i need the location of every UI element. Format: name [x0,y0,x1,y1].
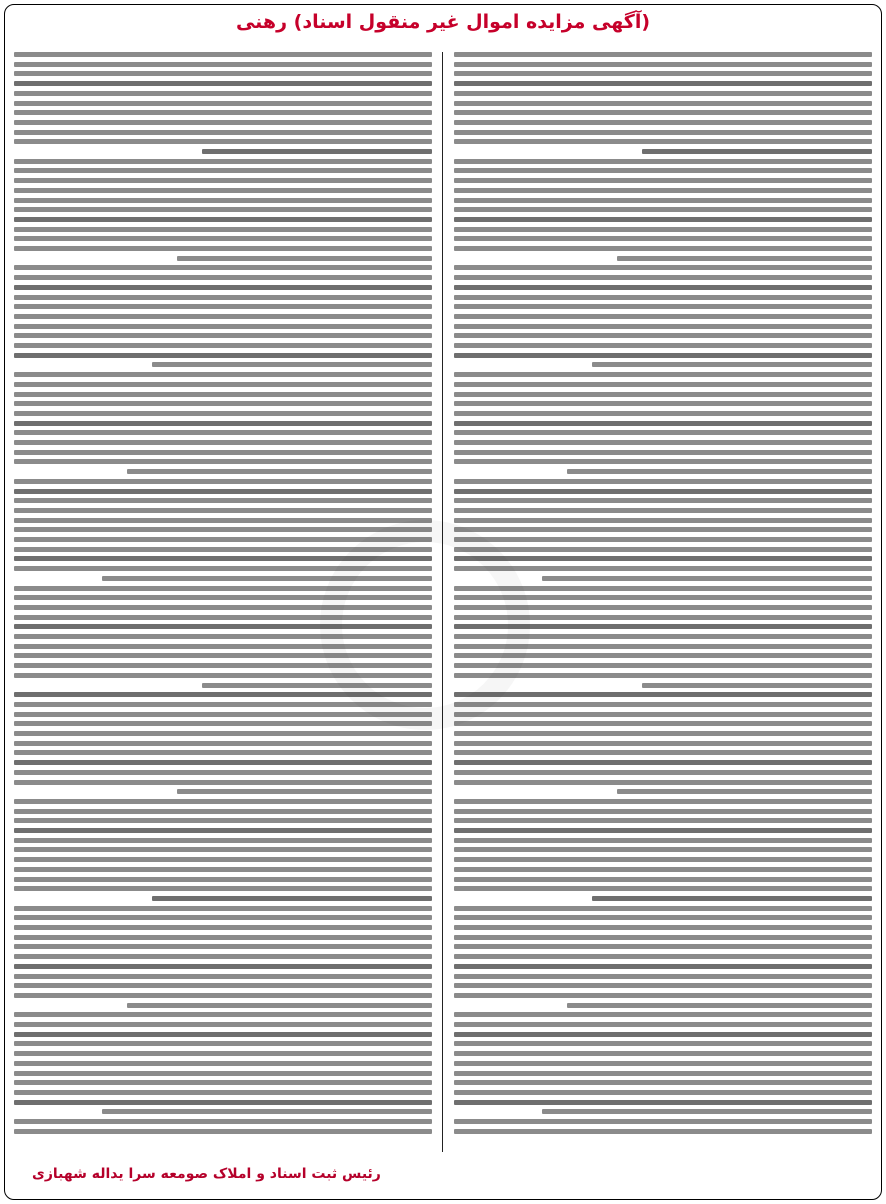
text-line [567,1003,872,1008]
text-line [454,421,872,426]
text-line [14,227,432,232]
text-line [454,343,872,348]
text-line [14,130,432,135]
text-line [454,566,872,571]
text-line [14,411,432,416]
text-line [14,421,432,426]
text-line [14,1041,432,1046]
text-line [454,227,872,232]
watermark-seal [320,520,530,730]
text-line [454,1022,872,1027]
text-line [14,353,432,358]
text-line [14,1032,432,1037]
text-line [14,91,432,96]
text-line [14,1080,432,1085]
text-line [14,818,432,823]
text-line [454,518,872,523]
text-line [617,789,872,794]
text-line [454,198,872,203]
text-line [454,974,872,979]
text-line [454,411,872,416]
text-line [14,372,432,377]
text-line [177,789,432,794]
text-line [14,741,432,746]
text-line [14,1129,432,1134]
text-line [454,246,872,251]
text-line [454,217,872,222]
text-line [177,256,432,261]
text-line [454,877,872,882]
text-line [127,1003,432,1008]
signature-line: رئیس ثبت اسناد و املاک صومعه سرا یداله شهبازی [32,1166,381,1182]
page-title: (آگهی مزایده اموال غیر منقول اسناد) رهنی [235,11,651,33]
text-line [454,110,872,115]
text-line [14,1012,432,1017]
text-line [14,750,432,755]
text-line [14,489,432,494]
text-line [14,159,432,164]
text-line [454,440,872,445]
text-line [454,81,872,86]
text-line [592,896,872,901]
text-line [14,915,432,920]
text-line [14,314,432,319]
text-line [454,295,872,300]
text-line [454,760,872,765]
text-line [14,343,432,348]
text-line [454,382,872,387]
text-line [454,392,872,397]
text-line [14,954,432,959]
text-line [14,886,432,891]
text-line [14,993,432,998]
text-line [454,692,872,697]
text-line [454,1090,872,1095]
text-line [14,518,432,523]
text-line [454,838,872,843]
text-line [454,498,872,503]
text-line [14,285,432,290]
text-line [454,712,872,717]
text-line [454,333,872,338]
text-line [14,198,432,203]
text-line [454,304,872,309]
text-line [14,974,432,979]
text-line [14,1022,432,1027]
text-line [14,847,432,852]
text-line [454,954,872,959]
text-line [454,944,872,949]
text-line [454,265,872,270]
text-line [14,430,432,435]
text-line [14,217,432,222]
text-line [454,1129,872,1134]
text-line [14,479,432,484]
text-line [454,71,872,76]
text-line [14,498,432,503]
text-line [14,275,432,280]
text-line [14,799,432,804]
text-line [454,867,872,872]
text-line [14,983,432,988]
text-line [454,1119,872,1124]
text-line [454,993,872,998]
text-line [454,1012,872,1017]
text-line [14,450,432,455]
text-line [454,886,872,891]
text-line [14,809,432,814]
text-line [14,207,432,212]
text-line [454,372,872,377]
text-line [454,1061,872,1066]
text-line [14,935,432,940]
text-line [454,983,872,988]
text-line [14,440,432,445]
text-line [454,799,872,804]
text-line [14,120,432,125]
text-line [454,809,872,814]
text-line [14,1090,432,1095]
text-line [454,275,872,280]
text-line [542,1109,872,1114]
text-line [454,401,872,406]
text-line [454,906,872,911]
text-line [454,915,872,920]
text-line [14,527,432,532]
text-line [14,925,432,930]
text-line [14,857,432,862]
text-line [14,508,432,513]
text-line [567,469,872,474]
text-line [454,52,872,57]
text-line [14,81,432,86]
text-line [454,1041,872,1046]
text-line [102,1109,432,1114]
text-line [14,139,432,144]
text-line [454,527,872,532]
text-line [14,71,432,76]
text-line [454,1071,872,1076]
text-line [127,469,432,474]
text-line [454,741,872,746]
text-line [152,896,432,901]
text-line [14,770,432,775]
text-line [454,721,872,726]
text-line [454,430,872,435]
text-line [454,207,872,212]
text-line [454,178,872,183]
text-line [454,828,872,833]
text-line [14,324,432,329]
text-line [454,770,872,775]
text-line [14,838,432,843]
text-line [14,110,432,115]
text-line [642,683,872,688]
text-line [14,1071,432,1076]
text-line [14,178,432,183]
text-line [454,101,872,106]
text-line [14,1051,432,1056]
text-line [454,120,872,125]
text-line [454,935,872,940]
text-line [14,382,432,387]
text-line [454,489,872,494]
text-line [14,1061,432,1066]
text-line [454,91,872,96]
text-line [454,324,872,329]
text-line [14,265,432,270]
text-line [14,721,432,726]
text-line [454,314,872,319]
text-line [454,925,872,930]
text-line [454,731,872,736]
text-line [14,304,432,309]
text-line [454,188,872,193]
text-line [14,62,432,67]
text-line [454,702,872,707]
text-line [14,964,432,969]
text-line [454,818,872,823]
text-line [202,149,432,154]
text-line [454,62,872,67]
text-line [14,168,432,173]
text-line [454,1051,872,1056]
text-line [542,576,872,581]
text-line [14,188,432,193]
text-line [14,760,432,765]
text-line [454,537,872,542]
text-line [14,780,432,785]
text-line [14,392,432,397]
text-line [454,780,872,785]
text-line [454,159,872,164]
text-line [454,857,872,862]
text-line [592,362,872,367]
text-line [14,295,432,300]
text-line [454,450,872,455]
text-line [14,731,432,736]
text-line [14,877,432,882]
text-line [14,828,432,833]
text-line [14,867,432,872]
text-line [454,1100,872,1105]
text-line [454,508,872,513]
text-line [642,149,872,154]
text-line [454,1032,872,1037]
text-line [14,236,432,241]
text-line [454,479,872,484]
text-line [454,130,872,135]
text-line [617,256,872,261]
text-line [14,906,432,911]
text-line [454,1080,872,1085]
text-line [14,333,432,338]
text-line [14,1119,432,1124]
text-line [454,459,872,464]
text-line [454,750,872,755]
text-line [454,236,872,241]
text-line [14,459,432,464]
text-line [454,547,872,552]
text-line [14,401,432,406]
text-line [454,285,872,290]
text-line [152,362,432,367]
text-line [454,168,872,173]
text-line [454,964,872,969]
text-line [14,52,432,57]
text-line [14,101,432,106]
text-line [454,556,872,561]
text-line [14,944,432,949]
text-line [454,353,872,358]
text-line [14,1100,432,1105]
text-line [454,139,872,144]
text-line [454,847,872,852]
text-line [14,246,432,251]
